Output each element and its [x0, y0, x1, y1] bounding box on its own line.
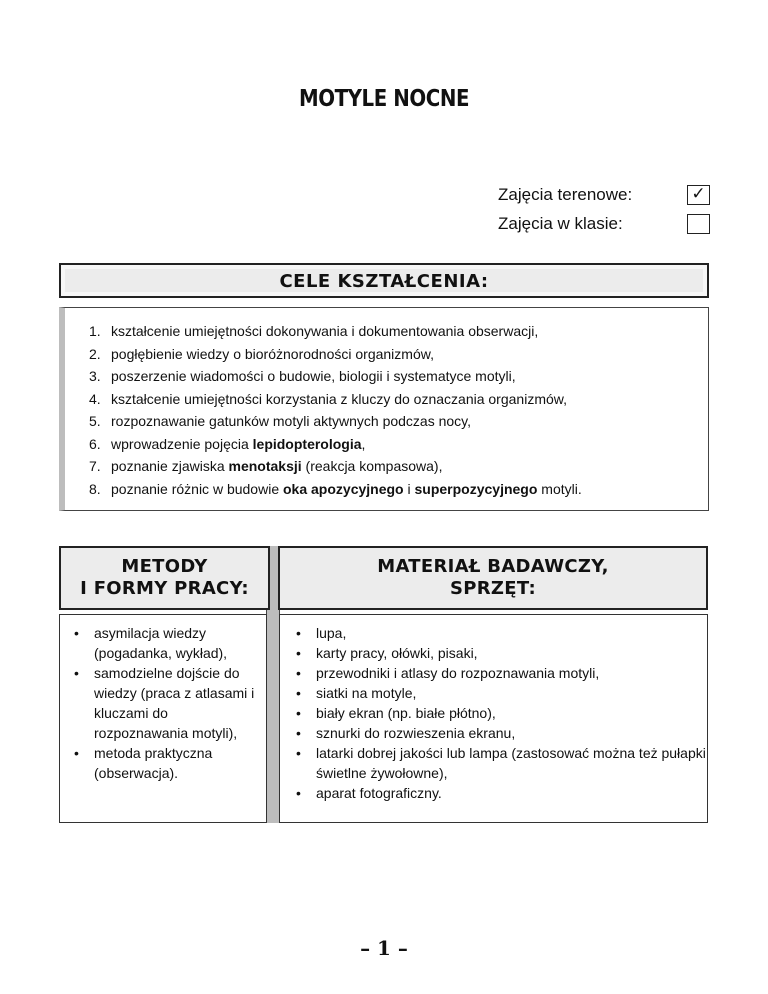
goal-number: 7. — [89, 458, 101, 474]
goal-text: kształcenie umiejętności dokonywania i dokumentowania obserwacji, — [111, 323, 539, 339]
material-item: • lupa, — [294, 623, 706, 643]
goal-term: superpozycyjnego — [414, 480, 538, 497]
methods-heading — [80, 556, 249, 600]
goal-number: 5. — [89, 413, 101, 429]
field-classes-row — [498, 180, 710, 209]
goal-text: wprowadzenie pojęcia — [111, 435, 253, 452]
goal-text: , — [361, 435, 366, 452]
goal-item — [89, 433, 582, 456]
material-item: • przewodniki i atlasy do rozpoznawania motyli, — [294, 663, 706, 683]
goal-text: (reakcja kompasowa), — [301, 458, 443, 474]
materials-heading-line2: SPRZĘT: — [450, 578, 536, 599]
goal-item — [89, 388, 582, 411]
goal-term: lepidopterologia — [252, 435, 362, 452]
methods-heading-line2: I FORMY PRACY: — [80, 578, 249, 599]
goal-term: oka apozycyjnego — [283, 480, 404, 497]
goal-number: 8. — [89, 480, 101, 497]
goals-box — [59, 307, 709, 511]
goal-term: menotaksji — [228, 458, 302, 474]
goal-item — [89, 343, 582, 366]
methods-box — [59, 614, 267, 823]
method-item: • asymilacja wiedzy (pogadanka, wykład), — [72, 623, 264, 663]
goal-number: 6. — [89, 435, 101, 452]
methods-list — [72, 623, 264, 783]
materials-heading — [377, 556, 608, 600]
material-item: • aparat fotograficzny. — [294, 783, 706, 803]
class-type-selector — [498, 180, 710, 238]
goal-item — [89, 478, 582, 501]
goals-list — [89, 320, 582, 500]
goal-number: 3. — [89, 368, 101, 384]
goal-item — [89, 455, 582, 478]
goal-text: kształcenie umiejętności korzystania z kluczy do oznaczania organizmów, — [111, 390, 567, 407]
goal-text: i — [403, 480, 415, 497]
material-item: • karty pracy, ołówki, pisaki, — [294, 643, 706, 663]
methods-heading-line1: METODY — [121, 556, 208, 577]
page-title: MOTYLE NOCNE — [298, 86, 470, 112]
field-classes-label: Zajęcia terenowe: — [498, 184, 633, 204]
method-item: • samodzielne dojście do wiedzy (praca z atlasami i kluczami do rozpoznawania motyli), — [72, 663, 264, 743]
goal-text: poznanie różnic w budowie — [111, 480, 283, 497]
materials-box — [279, 614, 708, 823]
goal-text: motyli. — [537, 480, 582, 497]
material-item: • siatki na motyle, — [294, 683, 706, 703]
goal-item — [89, 410, 582, 433]
page-number: – 1 – — [360, 936, 408, 960]
goal-text: rozpoznawanie gatunków motyli aktywnych podczas nocy, — [111, 413, 472, 429]
method-item: • metoda praktyczna (obserwacja). — [72, 743, 264, 783]
goal-number: 2. — [89, 345, 101, 362]
goal-item — [89, 320, 582, 343]
goal-text: pogłębienie wiedzy o bioróżnorodności organizmów, — [111, 345, 434, 362]
material-item: • biały ekran (np. białe płótno), — [294, 703, 706, 723]
goal-item — [89, 365, 582, 388]
goal-text: poznanie zjawiska — [111, 458, 229, 474]
classroom-classes-label: Zajęcia w klasie: — [498, 213, 623, 233]
goal-number: 1. — [89, 323, 101, 339]
classroom-classes-checkbox[interactable] — [687, 214, 710, 234]
goals-heading: CELE KSZTAŁCENIA: — [279, 271, 489, 292]
goal-number: 4. — [89, 390, 101, 407]
materials-header — [278, 546, 708, 610]
classroom-classes-row — [498, 209, 710, 238]
field-classes-checkbox[interactable]: ✓ — [687, 185, 710, 205]
materials-heading-line1: MATERIAŁ BADAWCZY, — [377, 556, 609, 577]
materials-list — [294, 623, 706, 803]
goals-header — [59, 263, 709, 298]
material-item: • latarki dobrej jakości lub lampa (zastosować można też pułapki świetlne żywołowne), — [294, 743, 706, 783]
methods-header — [59, 546, 270, 610]
goal-text: poszerzenie wiadomości o budowie, biologii i systematyce motyli, — [111, 368, 516, 384]
material-item: • sznurki do rozwieszenia ekranu, — [294, 723, 706, 743]
